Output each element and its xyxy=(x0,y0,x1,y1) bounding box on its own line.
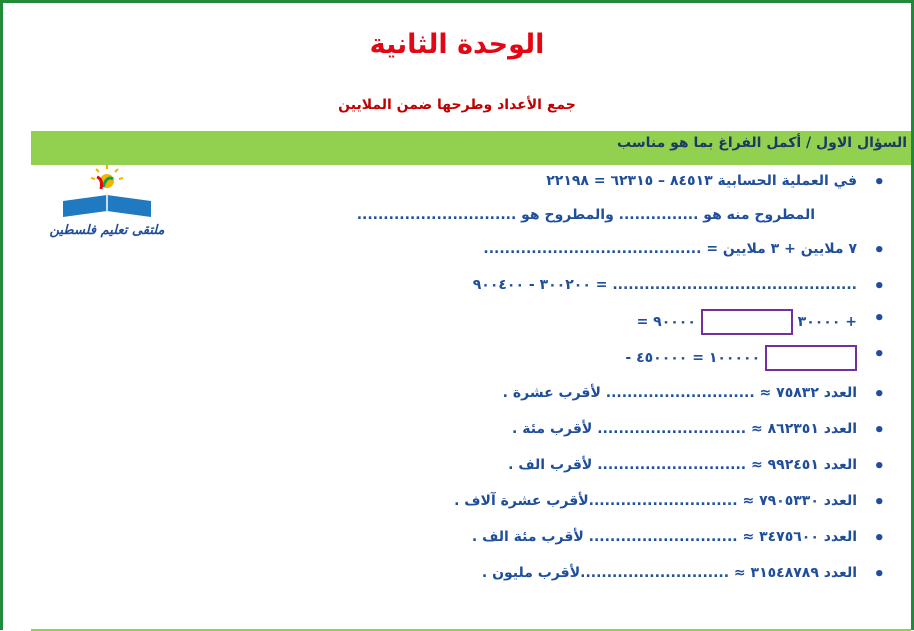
list-item xyxy=(546,173,857,189)
logo xyxy=(33,165,181,245)
item-text: ٩٠٠٠٠ = xyxy=(636,314,696,330)
list-item xyxy=(637,309,857,335)
page-subtitle: جمع الأعداد وطرحها ضمن الملايين xyxy=(338,97,576,113)
answer-box[interactable] xyxy=(701,309,793,335)
list-item xyxy=(503,385,857,401)
item-text: العدد ٧٩٠٥٣٣٠ ≈ ............................لأقرب عشرة آلاف . xyxy=(454,493,857,509)
question-header-band xyxy=(31,131,911,165)
list-item xyxy=(482,565,857,581)
item-text: ٧ ملايين + ٣ ملايين = ......................................... xyxy=(483,241,857,257)
item-text: المطروح منه هو ............... والمطروح هو .............................. xyxy=(356,207,815,223)
list-item xyxy=(454,493,857,509)
item-text: العدد ٣١٥٤٨٧٨٩ ≈ ............................لأقرب مليون . xyxy=(481,565,857,581)
item-text: .............................................. = ٣٠٠٢٠٠ - ٩٠٠٤٠٠ xyxy=(472,277,857,293)
list-item xyxy=(508,457,857,473)
question-label: السؤال الاول / أكمل الفراغ بما هو مناسب xyxy=(617,135,907,151)
list-item xyxy=(512,421,857,437)
list-item xyxy=(625,345,857,371)
list-item xyxy=(357,207,815,223)
item-text: العدد ٧٥٨٣٢ ≈ ............................ لأقرب عشرة . xyxy=(502,385,857,401)
list-item xyxy=(473,277,857,293)
open-book-icon xyxy=(33,165,181,225)
item-text: + ٣٠٠٠٠ xyxy=(797,314,857,330)
item-text: ١٠٠٠٠٠ = ٤٥٠٠٠٠ - xyxy=(625,350,761,366)
list-item xyxy=(483,241,857,257)
item-text: العدد ٣٤٧٥٦٠٠ ≈ ............................ لأقرب مئة الف . xyxy=(471,529,857,545)
answer-box[interactable] xyxy=(765,345,857,371)
logo-text: ملتقى تعليم فلسطين xyxy=(49,223,165,238)
item-text: العدد ٩٩٢٤٥١ ≈ ............................ لأقرب الف . xyxy=(508,457,857,473)
item-text: في العملية الحسابية ٨٤٥١٣ – ٦٢٣١٥ = ٢٢١٩٨ xyxy=(546,173,857,189)
page-title: الوحدة الثانية xyxy=(369,29,545,60)
list-item xyxy=(472,529,857,545)
item-text: العدد ٨٦٢٣٥١ ≈ ............................ لأقرب مئة . xyxy=(512,421,857,437)
